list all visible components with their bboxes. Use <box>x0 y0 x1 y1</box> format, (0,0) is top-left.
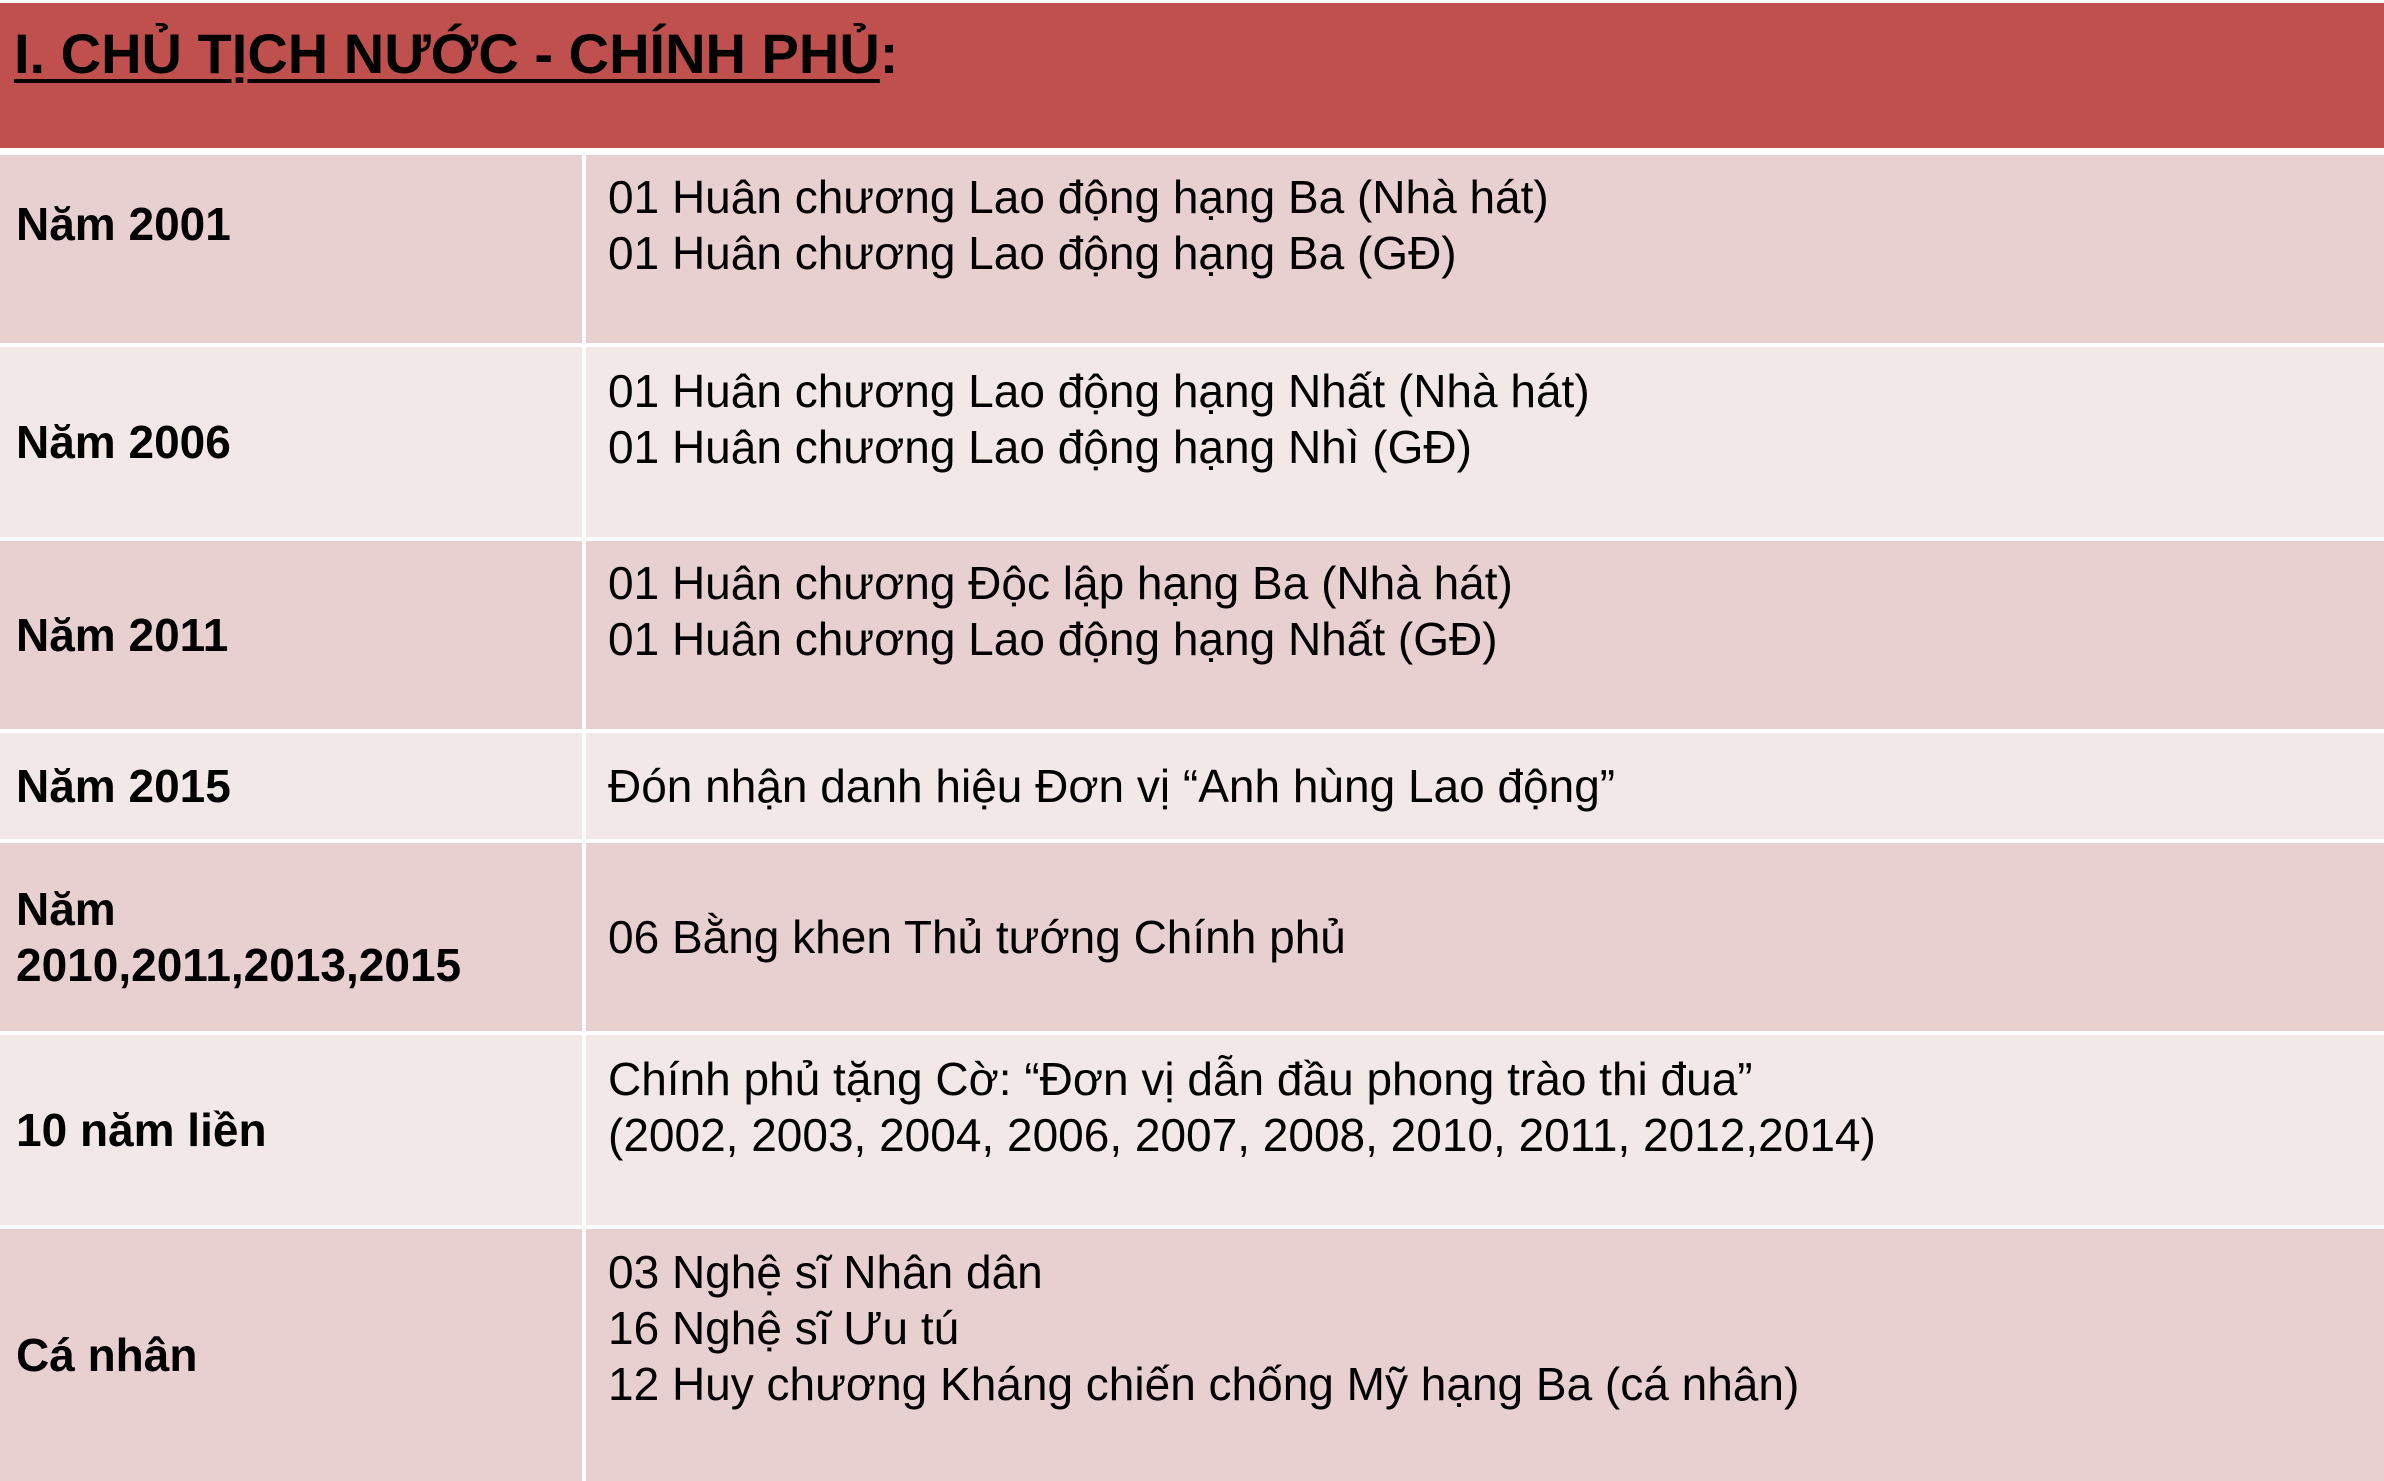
table-row <box>0 843 2384 1031</box>
table-row <box>0 1229 2384 1481</box>
content-line: (2002, 2003, 2004, 2006, 2007, 2008, 2010, 2011, 2012,2014) <box>608 1109 1876 1161</box>
table-row <box>0 1035 2384 1225</box>
slide-title <box>14 21 898 86</box>
row-content <box>586 541 2384 729</box>
row-label <box>0 843 582 1031</box>
row-content <box>586 1229 2384 1481</box>
content-line: 16 Nghệ sĩ Ưu tú <box>608 1302 960 1354</box>
content-line: 06 Bằng khen Thủ tướng Chính phủ <box>608 911 1346 963</box>
row-label: Năm 2011 <box>16 609 229 661</box>
content-line: 01 Huân chương Độc lập hạng Ba (Nhà hát) <box>608 557 1513 609</box>
content-line: 12 Huy chương Kháng chiến chống Mỹ hạng Ba (cá nhân) <box>608 1358 1800 1410</box>
table-row <box>0 155 2384 343</box>
table-row <box>0 733 2384 839</box>
row-label: Cá nhân <box>16 1329 198 1381</box>
table-row <box>0 347 2384 537</box>
content-line: 03 Nghệ sĩ Nhân dân <box>608 1246 1043 1298</box>
content-line: 01 Huân chương Lao động hạng Nhì (GĐ) <box>608 421 1472 473</box>
content-line: Chính phủ tặng Cờ: “Đơn vị dẫn đầu phong trào thi đua” <box>608 1053 1753 1105</box>
content-line: 01 Huân chương Lao động hạng Nhất (Nhà hát) <box>608 365 1590 417</box>
row-label: Năm 2001 <box>16 198 231 250</box>
row-label: Năm 2015 <box>16 760 231 812</box>
content-line: 01 Huân chương Lao động hạng Nhất (GĐ) <box>608 613 1498 665</box>
row-label: Năm 2006 <box>16 416 231 468</box>
row-content <box>586 347 2384 537</box>
table-row <box>0 541 2384 729</box>
content-line: 01 Huân chương Lao động hạng Ba (GĐ) <box>608 227 1457 279</box>
slide-title-colon: : <box>879 22 899 85</box>
row-content <box>586 155 2384 343</box>
row-content <box>586 843 2384 1031</box>
row-label: 10 năm liền <box>16 1104 267 1156</box>
row-label-line: 2010,2011,2013,2015 <box>16 939 462 991</box>
row-label-line: Năm <box>16 883 116 935</box>
title-bar <box>0 0 2384 148</box>
content-line: Đón nhận danh hiệu Đơn vị “Anh hùng Lao động” <box>608 760 1616 812</box>
row-content <box>586 1035 2384 1225</box>
content-line: 01 Huân chương Lao động hạng Ba (Nhà hát) <box>608 171 1549 223</box>
row-content <box>586 733 2384 839</box>
slide-title-text: I. CHỦ TỊCH NƯỚC - CHÍNH PHỦ <box>14 22 880 85</box>
